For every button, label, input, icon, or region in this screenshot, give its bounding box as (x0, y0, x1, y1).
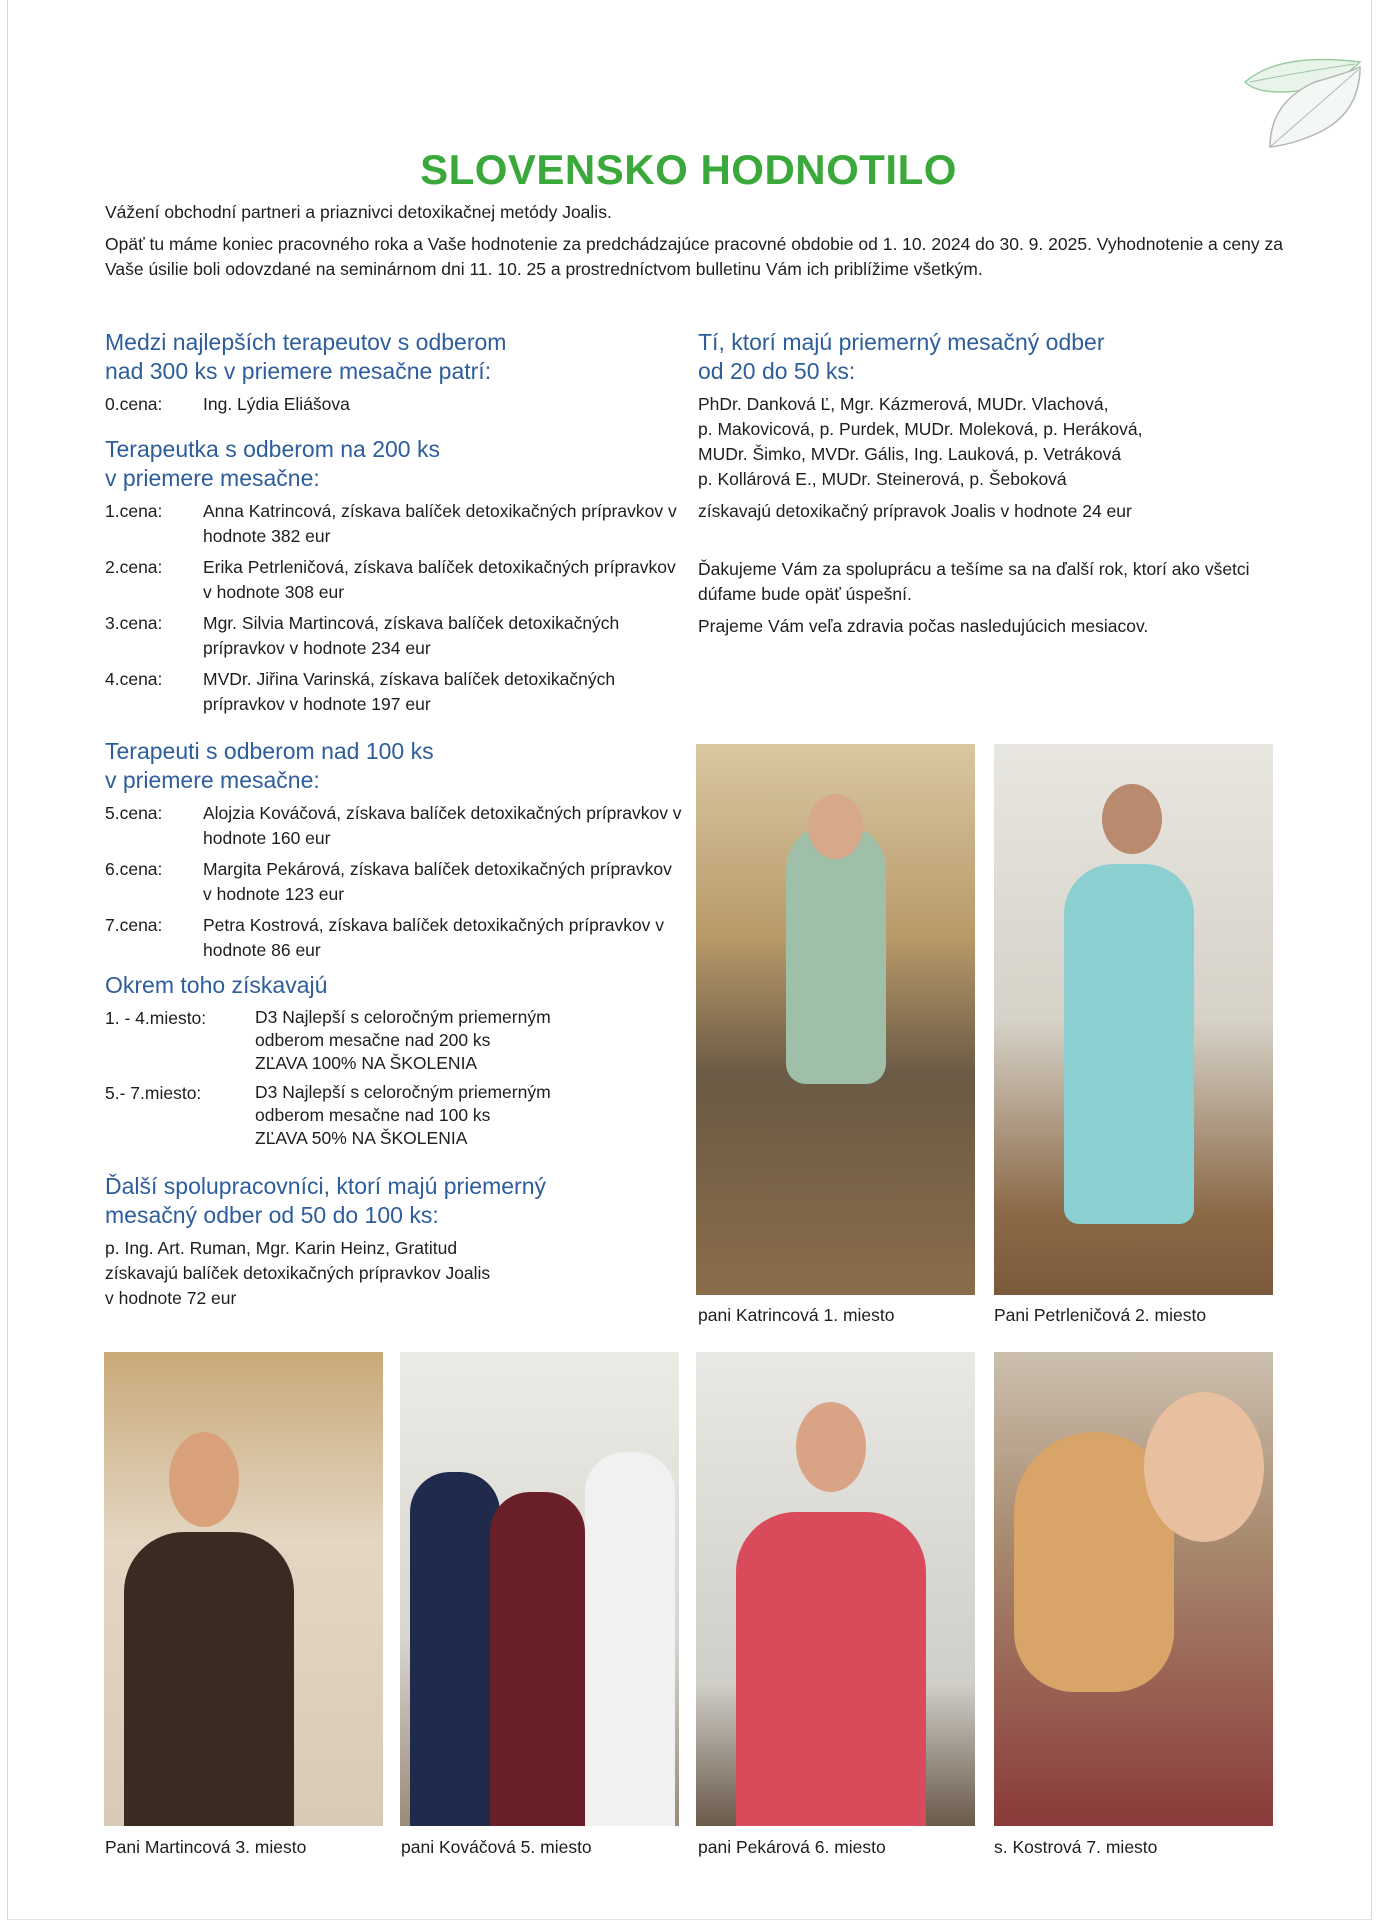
intro-greeting: Vážení obchodní partneri a priaznivci detoxikačnej metódy Joalis. (105, 202, 612, 222)
photo-petrlenicova (994, 744, 1273, 1295)
section-200 (105, 435, 685, 717)
leaf-icon (1240, 52, 1370, 152)
section-50-100 (105, 1172, 685, 1311)
text-span: ZĽAVA 50% NA ŠKOLENIA (255, 1128, 468, 1148)
prize-row (105, 392, 685, 417)
text-span: MVDr. Jiřina Varinská, získava balíček detoxikačných prípravkov v hodnote 197 eur (203, 669, 616, 714)
text-span: p. Kollárová E., MUDr. Steinerová, p. Šeboková (698, 469, 1067, 489)
section-heading (698, 328, 1298, 386)
photo-caption: Pani Petrleničová 2. miesto (994, 1305, 1207, 1325)
text-span: ZĽAVA 100% NA ŠKOLENIA (255, 1053, 478, 1073)
wishes-text: Prajeme Vám veľa zdravia počas nasledujúcich mesiacov. (698, 616, 1149, 636)
text-span: 4.cena: (105, 669, 163, 689)
page-title: SLOVENSKO HODNOTILO (420, 146, 957, 193)
section-heading: Okrem toho získavajú (105, 972, 328, 998)
photo-caption: s. Kostrová 7. miesto (994, 1837, 1158, 1857)
text-span: Mgr. Silvia Martincová, získava balíček detoxikačných prípravkov v hodnote 234 eur (203, 613, 620, 658)
text-span: p. Makovicová, p. Purdek, MUDr. Moleková, p. Heráková, (698, 419, 1143, 439)
prize-row (105, 499, 685, 549)
text-span: 5.cena: (105, 803, 163, 823)
text-span: p. Ing. Art. Ruman, Mgr. Karin Heinz, Gratitud (105, 1238, 458, 1258)
section-extra (105, 971, 685, 1150)
section-heading (105, 1172, 685, 1230)
prize-row (105, 857, 685, 907)
text-span: D3 Najlepší s celoročným priemerným (255, 1007, 551, 1027)
names-list (698, 392, 1298, 492)
collaborators-text (105, 1236, 685, 1311)
text-span: 5.- 7.miesto: (105, 1083, 202, 1103)
text-span: Margita Pekárová, získava balíček detoxikačných prípravkov v hodnote 123 eur (203, 859, 672, 904)
text-span: 0.cena: (105, 394, 163, 414)
text-span: PhDr. Danková Ľ, Mgr. Kázmerová, MUDr. Vlachová, (698, 394, 1109, 414)
extra-row (105, 1081, 685, 1150)
text-span: D3 Najlepší s celoročným priemerným (255, 1082, 551, 1102)
text-span: 3.cena: (105, 613, 163, 633)
left-column (105, 328, 685, 1325)
text-span: Alojzia Kováčová, získava balíček detoxikačných prípravkov v hodnote 160 eur (203, 803, 682, 848)
text-span: nad 300 ks v priemere mesačne patrí: (105, 358, 492, 384)
text-span: Tí, ktorí majú priemerný mesačný odber (698, 329, 1105, 355)
text-span: Ing. Lýdia Eliášova (203, 394, 350, 414)
text-span: Medzi najlepších terapeutov s odberom (105, 329, 507, 355)
text-span: 7.cena: (105, 915, 163, 935)
text-span: Petra Kostrová, získava balíček detoxikačných prípravkov v hodnote 86 eur (203, 915, 665, 960)
text-span: v hodnote 72 eur (105, 1288, 237, 1308)
photo-kostrova (994, 1352, 1273, 1826)
photo-pekarova (696, 1352, 975, 1826)
photo-caption: pani Kováčová 5. miesto (401, 1837, 592, 1857)
intro-text: Opäť tu máme koniec pracovného roka a Vaše hodnotenie za predchádzajúce pracovné obdobie od 1. 10. 2024 do 30. 9. 2025. Vyhodnotenie a ceny za Vaše úsilie boli odovzdané na seminárnom dni 11. 10. 25 a prostredníctvom bulletinu Vám ich priblížime všetkým. (105, 234, 1283, 279)
prize-row (105, 801, 685, 851)
text-span: odberom mesačne nad 200 ks (255, 1030, 491, 1050)
text-span: Erika Petrleničová, získava balíček detoxikačných prípravkov v hodnote 308 eur (203, 557, 676, 602)
photo-kovacova (400, 1352, 679, 1826)
text-span: od 20 do 50 ks: (698, 358, 856, 384)
text-span: 1. - 4.miesto: (105, 1008, 207, 1028)
right-column (698, 328, 1298, 639)
text-span: získavajú balíček detoxikačných prípravkov Joalis (105, 1263, 491, 1283)
photo-caption: pani Pekárová 6. miesto (698, 1837, 886, 1857)
extra-row (105, 1006, 685, 1075)
thanks-text: Ďakujeme Vám za spoluprácu a tešíme sa na ďalší rok, ktorí ako všetci dúfame bude opäť úspešní. (698, 559, 1250, 604)
section-heading (105, 435, 685, 493)
section-300 (105, 328, 685, 417)
section-100 (105, 737, 685, 963)
reward-text: získavajú detoxikačný prípravok Joalis v hodnote 24 eur (698, 501, 1132, 521)
text-span: MUDr. Šimko, MVDr. Gális, Ing. Lauková, p. Vetráková (698, 444, 1122, 464)
text-span: v priemere mesačne: (105, 465, 320, 491)
text-span: 6.cena: (105, 859, 163, 879)
text-span: v priemere mesačne: (105, 767, 320, 793)
section-heading (105, 737, 685, 795)
text-span: odberom mesačne nad 100 ks (255, 1105, 491, 1125)
intro (105, 200, 1285, 289)
text-span: Terapeutka s odberom na 200 ks (105, 436, 440, 462)
text-span: Anna Katrincová, získava balíček detoxikačných prípravkov v hodnote 382 eur (203, 501, 677, 546)
text-span: 2.cena: (105, 557, 163, 577)
photo-katrincova (696, 744, 975, 1295)
prize-row (105, 913, 685, 963)
prize-row (105, 611, 685, 661)
prize-row (105, 667, 685, 717)
text-span: Terapeuti s odberom nad 100 ks (105, 738, 434, 764)
section-heading (105, 328, 685, 386)
text-span: Ďalší spolupracovníci, ktorí majú priemerný (105, 1173, 546, 1199)
prize-row (105, 555, 685, 605)
photo-caption: Pani Martincová 3. miesto (105, 1837, 307, 1857)
photo-caption: pani Katrincová 1. miesto (698, 1305, 895, 1325)
text-span: 1.cena: (105, 501, 163, 521)
photo-martincova (104, 1352, 383, 1826)
text-span: mesačný odber od 50 do 100 ks: (105, 1202, 439, 1228)
